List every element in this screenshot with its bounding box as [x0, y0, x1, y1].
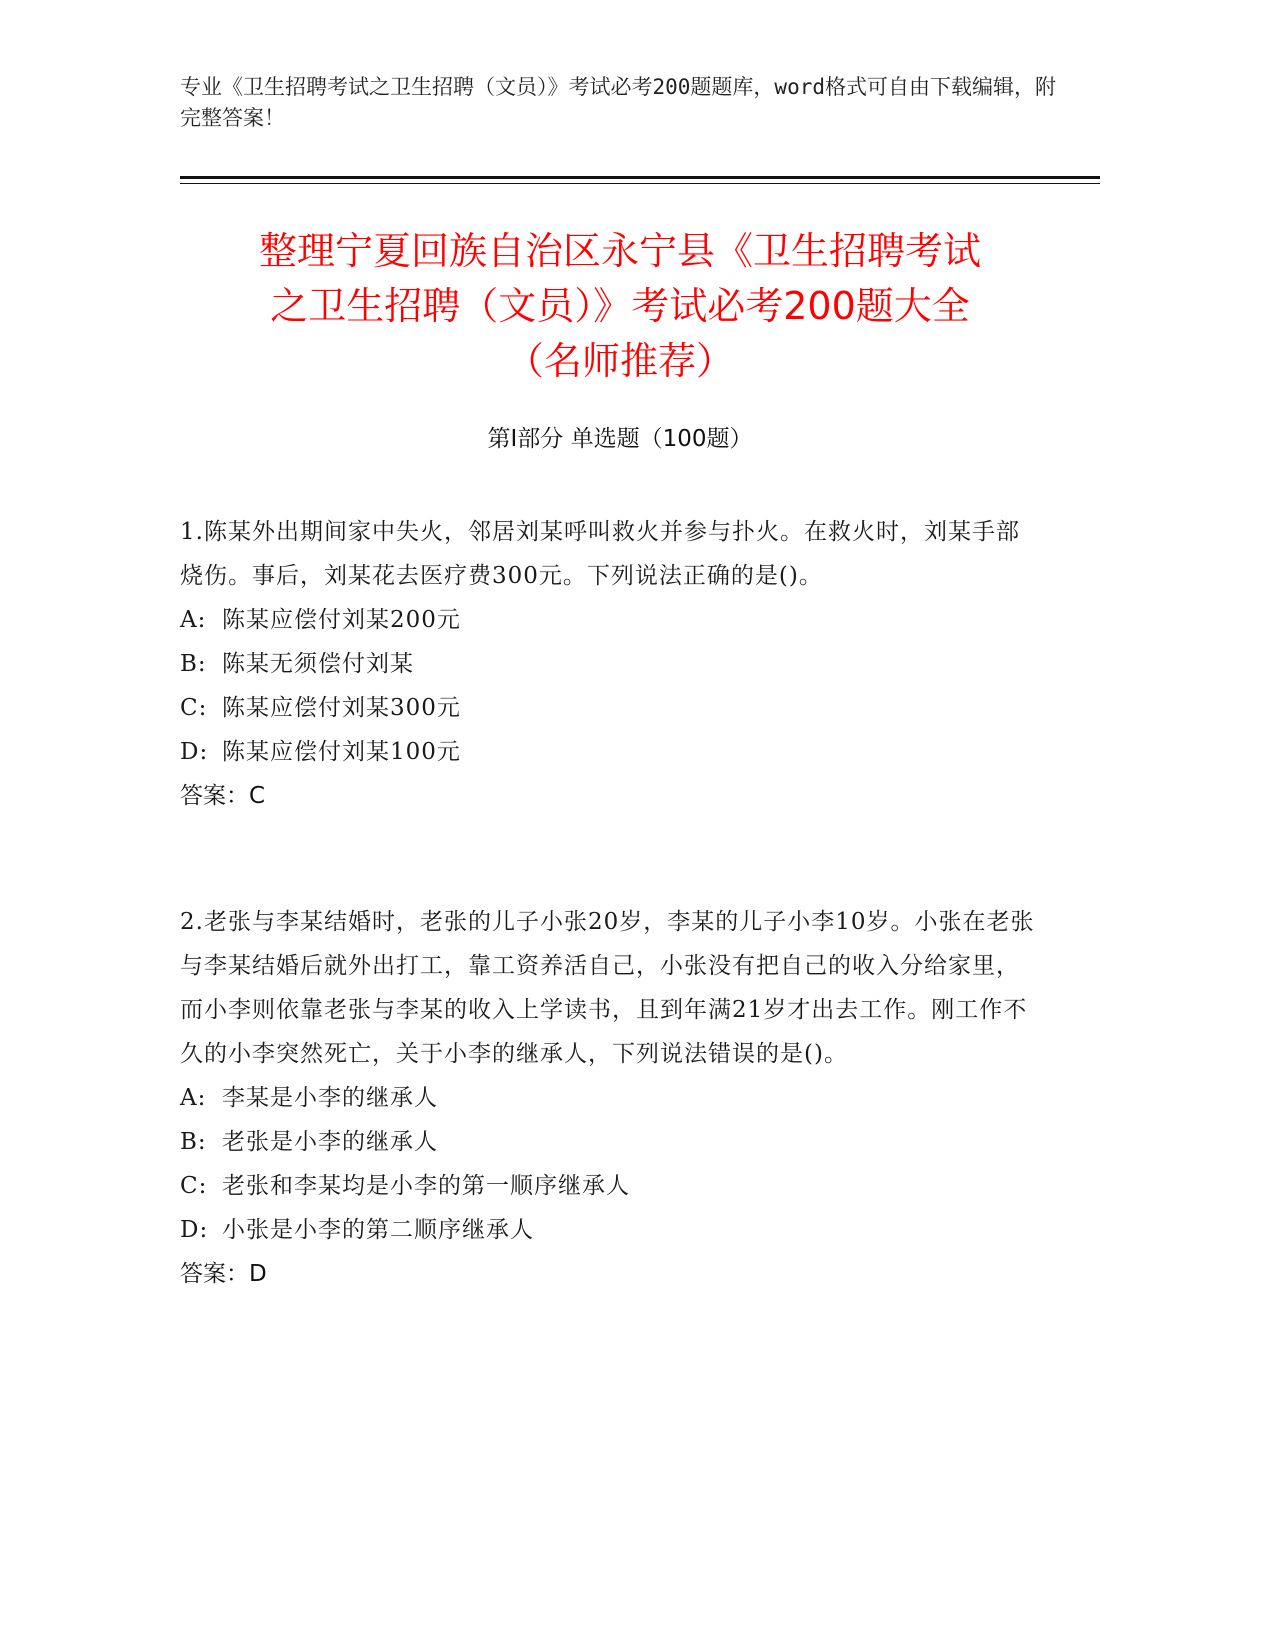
section-heading: 第Ⅰ部分 单选题（100题） [487, 426, 753, 452]
option-key: C: [180, 695, 208, 721]
option-d [180, 730, 1040, 774]
option-text: 李某是小李的继承人 [222, 1085, 438, 1111]
answer-line: 答案：C [180, 783, 266, 809]
option-text: 陈某应偿付刘某200元 [222, 607, 461, 633]
option-a [180, 1076, 1040, 1120]
option-key: B: [180, 651, 207, 677]
option-d [180, 1208, 1040, 1252]
question-stem: 2.老张与李某结婚时，老张的儿子小张20岁，李某的儿子小李10岁。小张在老张与李某结婚后就外出打工，靠工资养活自己，小张没有把自己的收入分给家里，而小李则依靠老张与李某的收入上学读书，且到年满21岁才出去工作。刚工作不久的小李突然死亡，关于小李的继承人，下列说法错误的是()。 [180, 909, 1035, 1067]
option-a [180, 598, 1040, 642]
option-text: 陈某无须偿付刘某 [222, 651, 414, 677]
option-key: D: [180, 739, 209, 765]
header-divider-thick [180, 176, 1100, 179]
option-b [180, 642, 1040, 686]
question-2 [180, 900, 1040, 1296]
option-c [180, 1164, 1040, 1208]
option-c [180, 686, 1040, 730]
title-line-1: 整理宁夏回族自治区永宁县《卫生招聘考试 [258, 229, 981, 273]
option-text: 老张是小李的继承人 [222, 1129, 438, 1155]
document-title [180, 224, 1060, 389]
title-line-3: （名师推荐） [505, 339, 734, 383]
option-text: 陈某应偿付刘某100元 [222, 739, 461, 765]
question-1 [180, 510, 1040, 818]
option-key: B: [180, 1129, 207, 1155]
option-key: A: [180, 607, 207, 633]
option-key: C: [180, 1173, 208, 1199]
option-key: A: [180, 1085, 207, 1111]
option-b [180, 1120, 1040, 1164]
answer-line: 答案：D [180, 1261, 267, 1287]
option-text: 老张和李某均是小李的第一顺序继承人 [222, 1173, 630, 1199]
option-text: 陈某应偿付刘某300元 [222, 695, 461, 721]
header-divider-thin [180, 183, 1100, 184]
option-key: D: [180, 1217, 209, 1243]
question-stem: 1.陈某外出期间家中失火，邻居刘某呼叫救火并参与扑火。在救火时，刘某手部烧伤。事后，刘某花去医疗费300元。下列说法正确的是()。 [180, 519, 1020, 589]
header-note: 专业《卫生招聘考试之卫生招聘（文员）》考试必考200题题库，word格式可自由下载编辑，附完整答案！ [180, 75, 1056, 130]
title-line-2: 之卫生招聘（文员）》考试必考200题大全 [270, 284, 970, 328]
option-text: 小张是小李的第二顺序继承人 [222, 1217, 534, 1243]
